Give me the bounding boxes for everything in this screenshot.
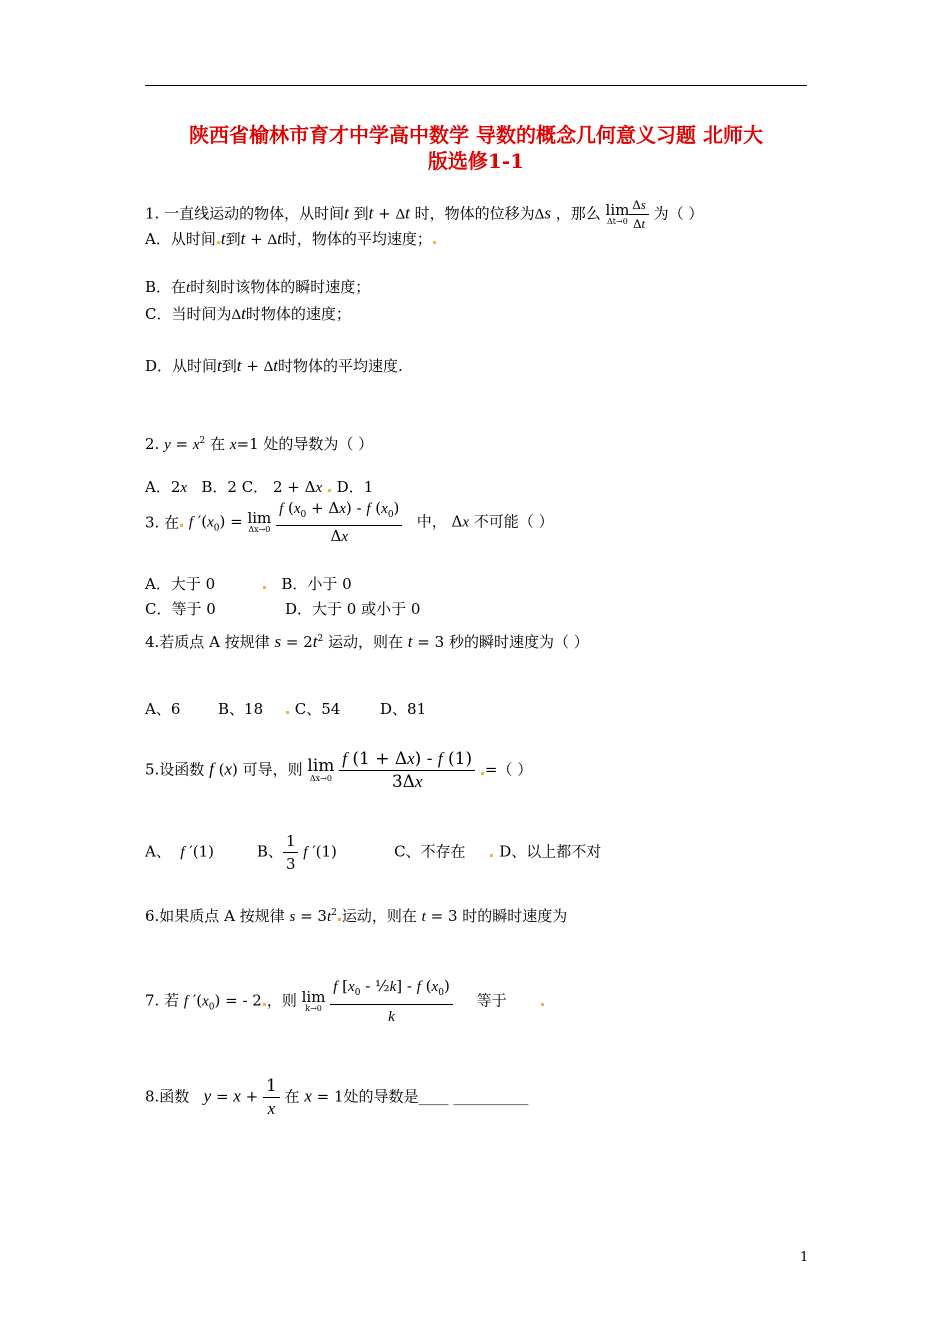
question-2-stem: 2. $y = x^2$ 在 x=1 处的导数为（ ） <box>145 435 374 453</box>
question-6-stem: 6.如果质点 A 按规律 $s = 3t^2$ 运动，则在 t = 3 时的瞬时速度为 <box>145 907 568 925</box>
question-4-option-a: A、6 <box>145 700 181 718</box>
question-3-option-a: A．大于 0 <box>145 575 216 593</box>
question-3-option-b: B．小于 0 <box>262 575 352 593</box>
question-4-option-c: C、54 <box>285 700 340 718</box>
question-3-stem: 3. 在 f $'(x_0) = \lim$ Δx→0 $\frac{f (x_0 + \Delta x) - f (x_0)}{\Delta x}$ 中， Δx 不可能（ ） <box>145 499 554 545</box>
header-rule <box>145 85 807 86</box>
question-4-option-b: B、18 <box>218 700 264 718</box>
question-3-option-c: C．等于 0 <box>145 600 216 618</box>
question-3-option-d: D．大于 0 或小于 0 <box>285 600 421 618</box>
question-4-stem: 4.若质点 A 按规律 $s = 2t^2$ 运动，则在 t = 3 秒的瞬时速度为（ ） <box>145 632 589 651</box>
question-5-options: A、 f ′(1) B、 $\frac{1}{3}$ f ′(1) C、不存在 D、以上都不对 <box>145 832 602 873</box>
question-1-option-a: A．从时间 t到t + Δt时，物体的平均速度； <box>145 230 437 249</box>
question-4-option-d: D、81 <box>380 700 427 718</box>
question-1-stem: 1. 一直线运动的物体，从时间t 到t + Δt 时，物体的位移为Δs ，那么 lim Δt→0 $\frac{\Delta s}{\Delta t}$ 为（ ） <box>145 197 704 231</box>
question-7-stem: 7. 若 f $'(x_0)$ = - 2 ，则 lim k→0 $\frac{f [x_0 - \frac{1}{2}k] - f (x_0)}{k}$ 等于 <box>145 975 545 1028</box>
question-2-options: A．2x B．2 C． 2 + Δx D．1 <box>145 478 374 496</box>
doc-title-line2: 版选修1-1 <box>427 149 525 173</box>
doc-title-line1: 陕西省榆林市育才中学高中数学 导数的概念几何意义习题 北师大 <box>189 123 763 147</box>
question-5-stem: 5.设函数 f (x) 可导，则 lim Δx→0 $\frac{f (1 + \Delta x) - f (1)}{3\Delta x}$ =（ ） <box>145 749 533 792</box>
question-1-option-b: B．在t时刻时该物体的瞬时速度； <box>145 278 371 296</box>
page-number: 1 <box>800 1250 809 1265</box>
question-8-stem: 8.函数 y = x + $\frac{1}{x}$ 在 x = 1处的导数是____ __________ <box>145 1076 529 1118</box>
question-1-option-d: D．从时间t到t + Δt时物体的平均速度. <box>145 356 403 375</box>
question-1-option-c: C．当时间为Δt时物体的速度； <box>145 304 351 323</box>
